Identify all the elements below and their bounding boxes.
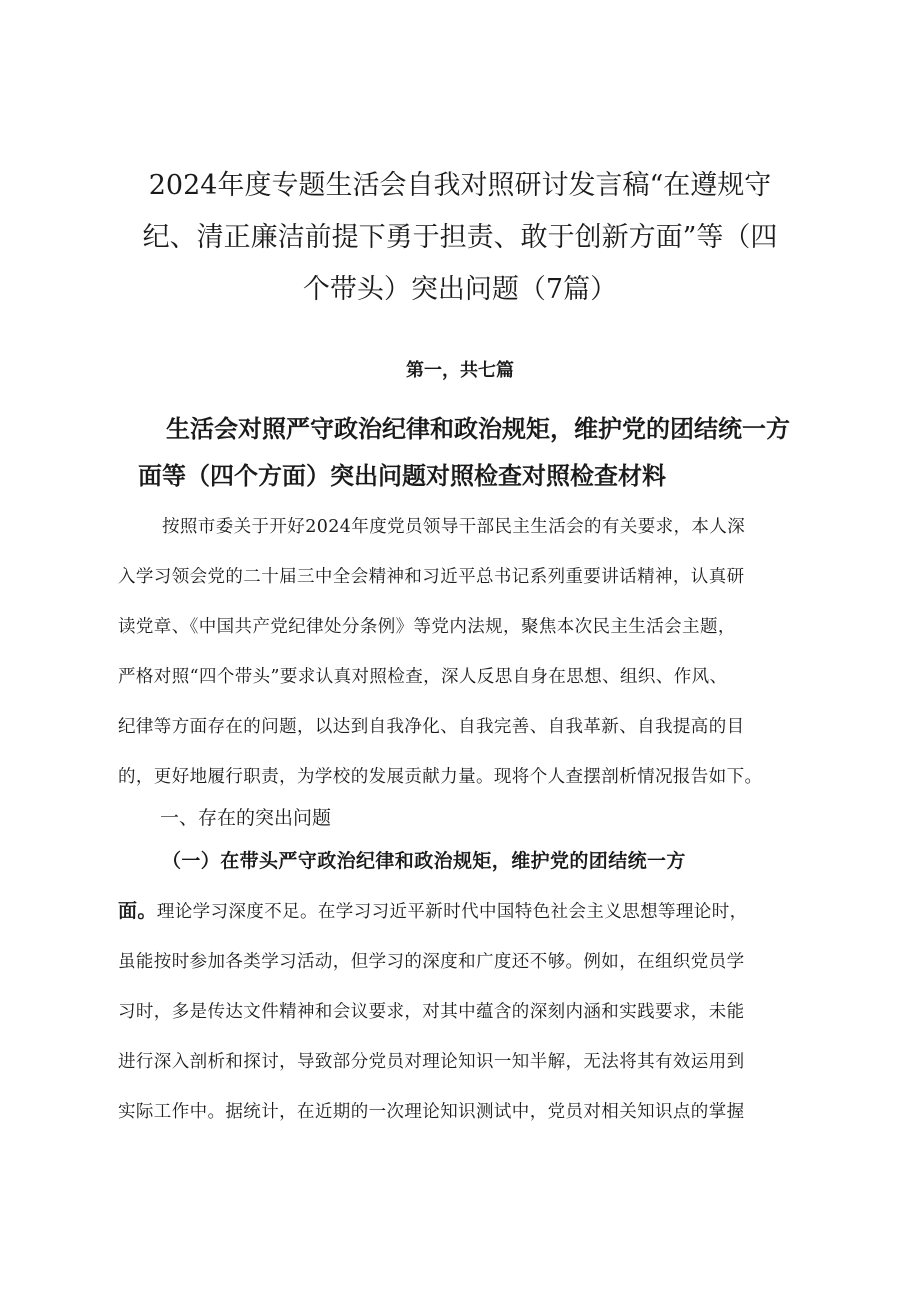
paragraph-text: 理论学习深度不足。在学习习近平新时代中国特色社会主义思想等理论时， <box>156 902 748 922</box>
title-line: 2024年度专题生活会自我对照研讨发言稿“在遵规守 <box>148 170 772 201</box>
paragraph-line: 虽能按时参加各类学习活动，但学习的深度和广度还不够。例如，在组织党员学 <box>118 952 745 972</box>
paragraph-line: 实际工作中。据统计，在近期的一次理论知识测试中，党员对相关知识点的掌握 <box>118 1102 745 1122</box>
section-heading: 一、存在的突出问题 <box>160 807 332 829</box>
subheading-tail: 面。 <box>118 900 157 922</box>
paragraph-line: 进行深入剖析和探讨，导致部分党员对理论知识一知半解，无法将其有效运用到 <box>118 1052 745 1072</box>
document-subtitle <box>108 406 828 500</box>
intro-paragraph <box>118 502 818 802</box>
paragraph-line: 的，更好地履行职责，为学校的发展贡献力量。现将个人查摆剖析情况报告如下。 <box>118 767 763 787</box>
paragraph-line: 读党章、《中国共产党纪律处分条例》等党内法规，聚焦本次民主生活会主题， <box>118 617 736 637</box>
document-title <box>120 160 800 316</box>
paragraph-line: 按照市委关于开好2024年度党员领导干部民主生活会的有关要求，本人深 <box>162 517 746 537</box>
paragraph-line: 入学习领会党的二十届三中全会精神和习近平总书记系列重要讲话精神，认真研 <box>118 567 745 587</box>
paragraph-line: 纪律等方面存在的问题，以达到自我净化、自我完善、自我革新、自我提高的目 <box>118 717 745 737</box>
issue-paragraph <box>118 836 818 1137</box>
title-line: 个带头）突出问题（7篇） <box>302 274 618 305</box>
paragraph-line <box>118 886 818 937</box>
title-line: 纪、清正廉洁前提下勇于担责、敢于创新方面”等（四 <box>142 222 778 253</box>
section-label: 第一，共七篇 <box>406 360 514 381</box>
paragraph-line: 严格对照“四个带头”要求认真对照检查，深人反思自身在思想、组织、作风、 <box>118 667 728 687</box>
paragraph-line: 习时，多是传达文件精神和会议要求，对其中蕴含的深刻内涵和实践要求，未能 <box>118 1002 745 1022</box>
subtitle-line: 生活会对照严守政治纪律和政治规矩，维护党的团结统一方 <box>166 415 790 443</box>
subheading-line: （一）在带头严守政治纪律和政治规矩，维护党的团结统一方 <box>162 850 686 872</box>
subtitle-line: 面等（四个方面）突出问题对照检查对照检查材料 <box>138 462 666 490</box>
